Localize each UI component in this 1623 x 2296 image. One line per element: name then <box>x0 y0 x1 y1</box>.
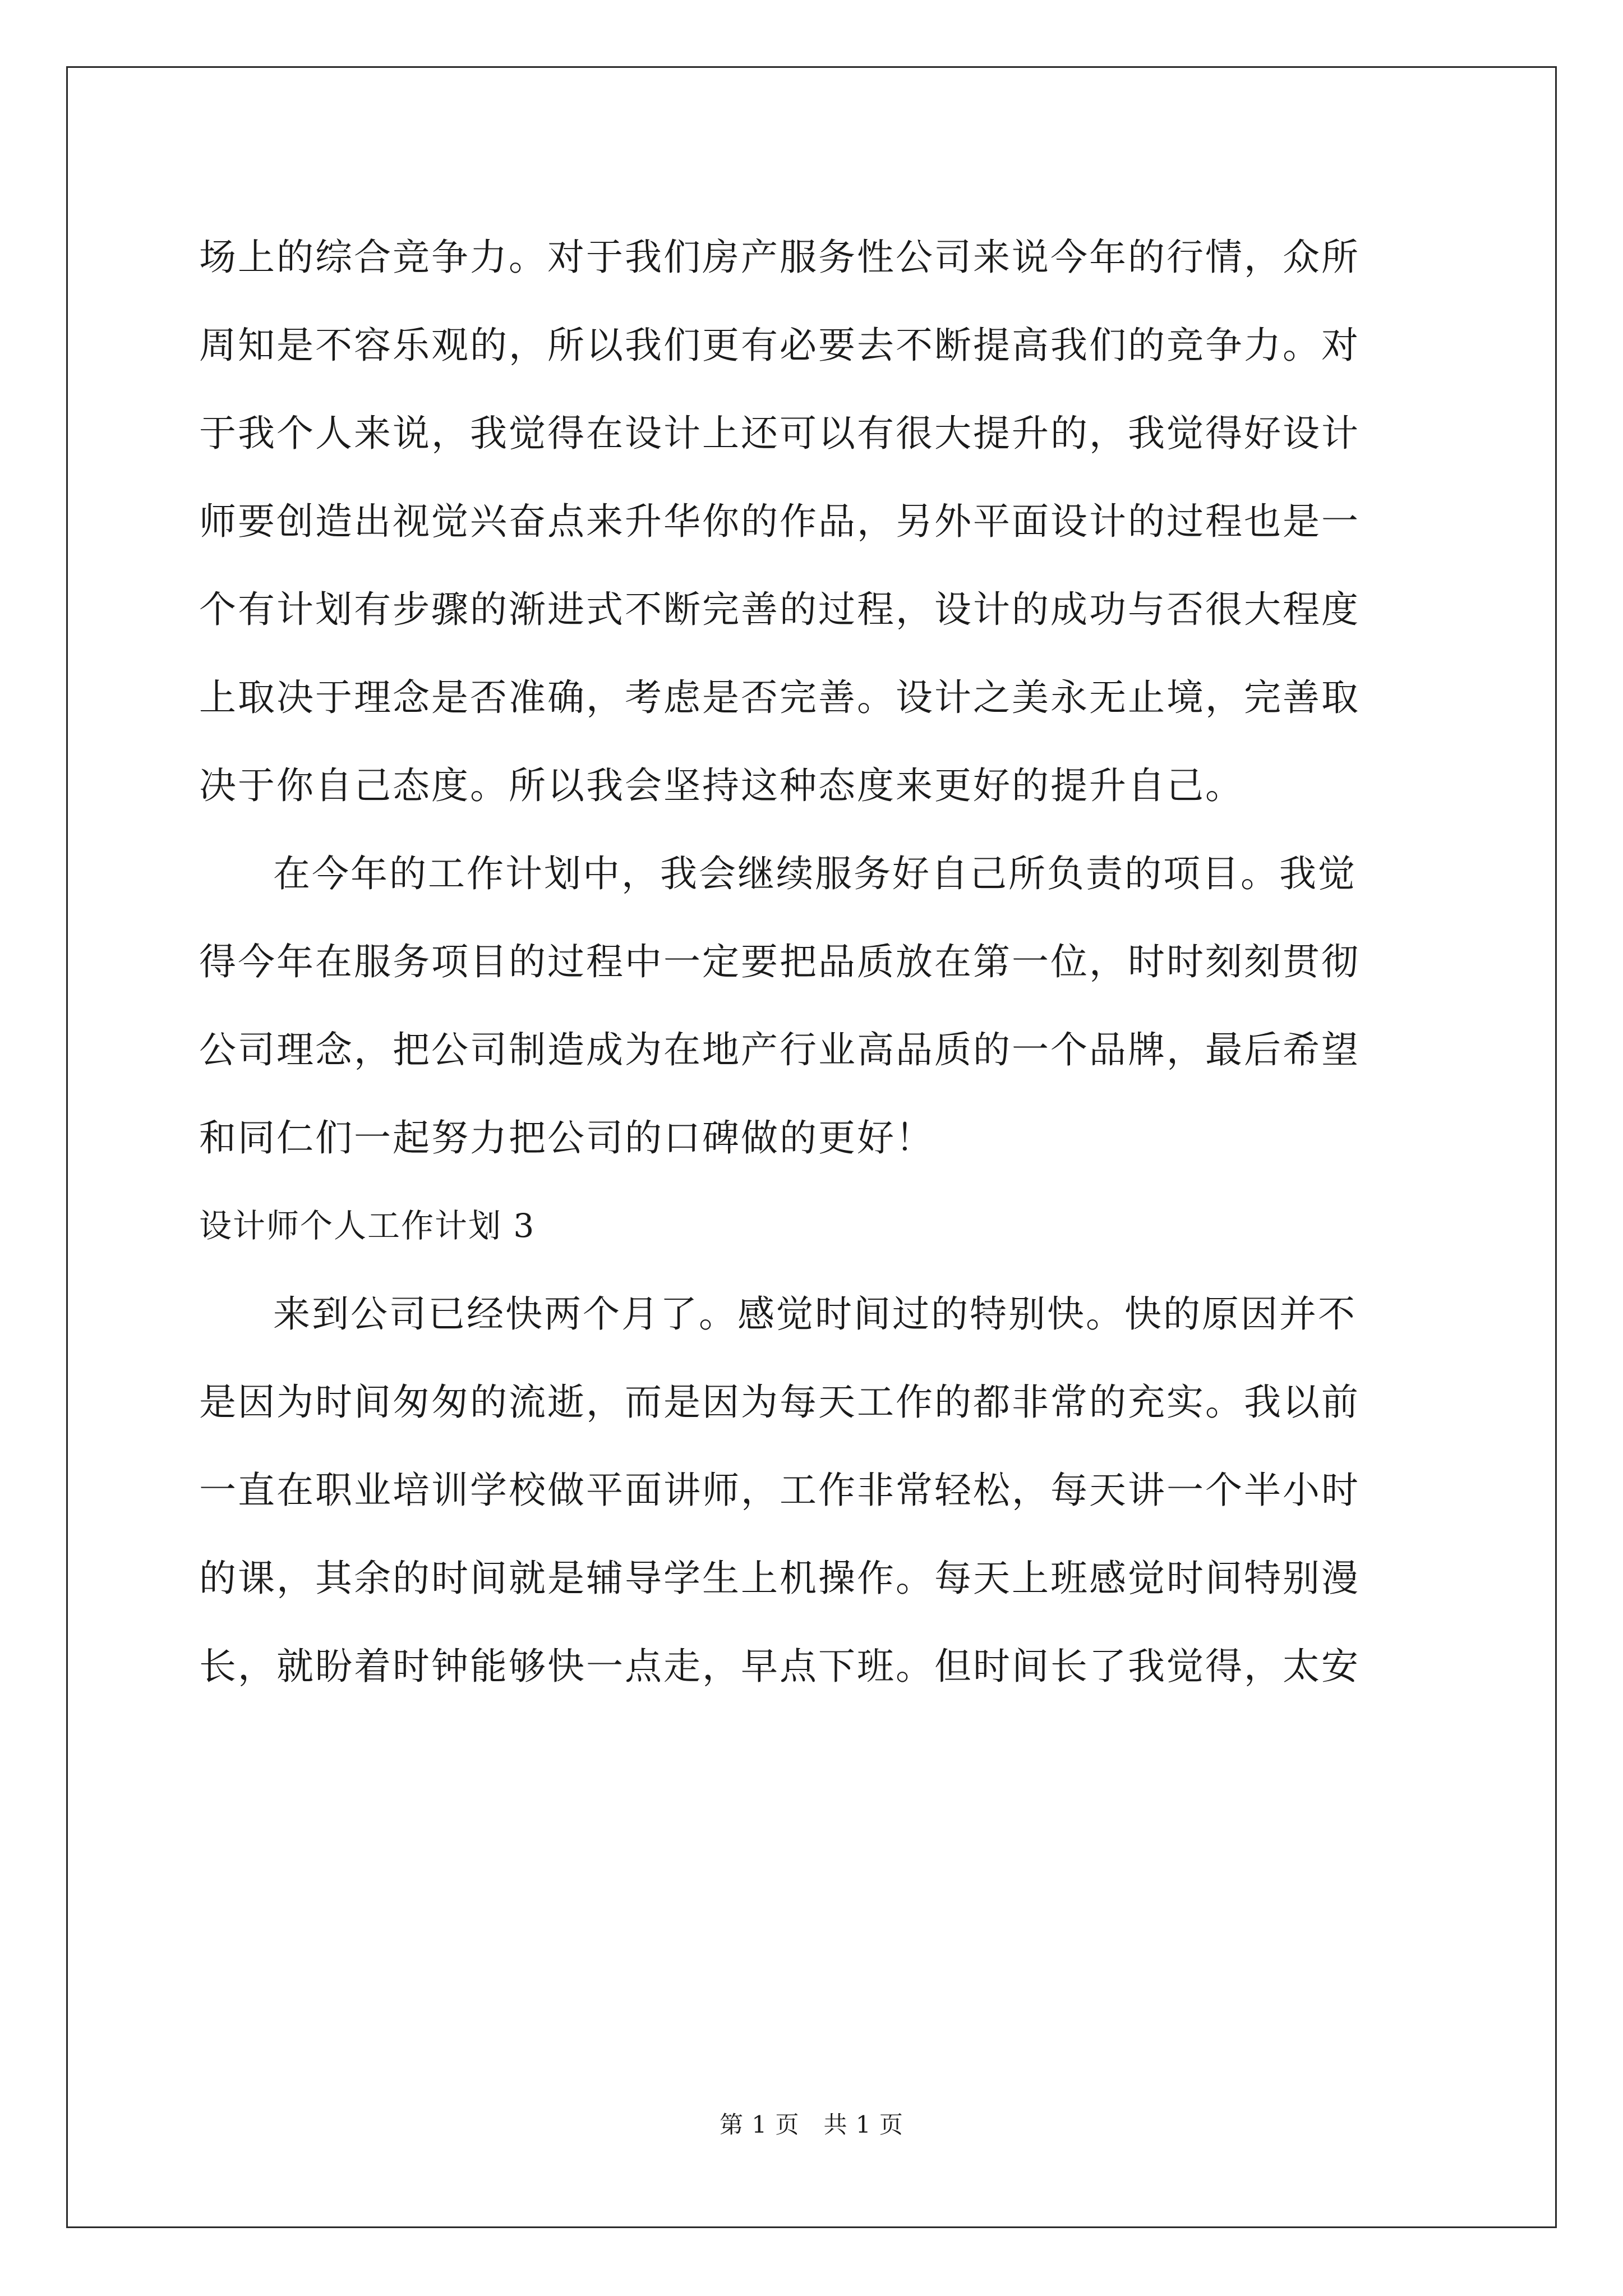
text-line: 场上的综合竞争力。对于我们房产服务性公司来说今年的行情，众所 <box>199 236 1360 279</box>
section-heading: 设计师个人工作计划 3 <box>199 1207 536 1245</box>
text-line: 和同仁们一起努力把公司的口碑做的更好！ <box>199 1116 934 1159</box>
text-line: 来到公司已经快两个月了。感觉时间过的特别快。快的原因并不 <box>273 1292 1357 1336</box>
document-body <box>199 213 1427 1710</box>
text-line: 一直在职业培训学校做平面讲师，工作非常轻松，每天讲一个半小时 <box>199 1469 1360 1512</box>
text-line: 个有计划有步骤的渐进式不断完善的过程，设计的成功与否很大程度 <box>199 588 1360 631</box>
text-line: 决于你自己态度。所以我会坚持这种态度来更好的提升自己。 <box>199 764 1244 807</box>
text-line: 在今年的工作计划中，我会继续服务好自己所负责的项目。我觉 <box>273 852 1357 895</box>
text-line: 得今年在服务项目的过程中一定要把品质放在第一位，时时刻刻贯彻 <box>199 940 1360 983</box>
text-line: 的课，其余的时间就是辅导学生上机操作。每天上班感觉时间特别漫 <box>199 1557 1360 1600</box>
page-footer: 第 1 页 共 1 页 <box>720 2111 903 2138</box>
text-line: 是因为时间匆匆的流逝，而是因为每天工作的都非常的充实。我以前 <box>199 1381 1360 1424</box>
text-line: 周知是不容乐观的，所以我们更有必要去不断提高我们的竞争力。对 <box>199 324 1360 367</box>
text-line: 上取决于理念是否准确，考虑是否完善。设计之美永无止境，完善取 <box>199 676 1360 719</box>
text-line: 于我个人来说，我觉得在设计上还可以有很大提升的，我觉得好设计 <box>199 412 1360 455</box>
text-line: 师要创造出视觉兴奋点来升华你的作品，另外平面设计的过程也是一 <box>199 500 1360 543</box>
text-line: 公司理念，把公司制造成为在地产行业高品质的一个品牌，最后希望 <box>199 1028 1360 1071</box>
text-line: 长，就盼着时钟能够快一点走，早点下班。但时间长了我觉得，太安 <box>199 1645 1360 1688</box>
